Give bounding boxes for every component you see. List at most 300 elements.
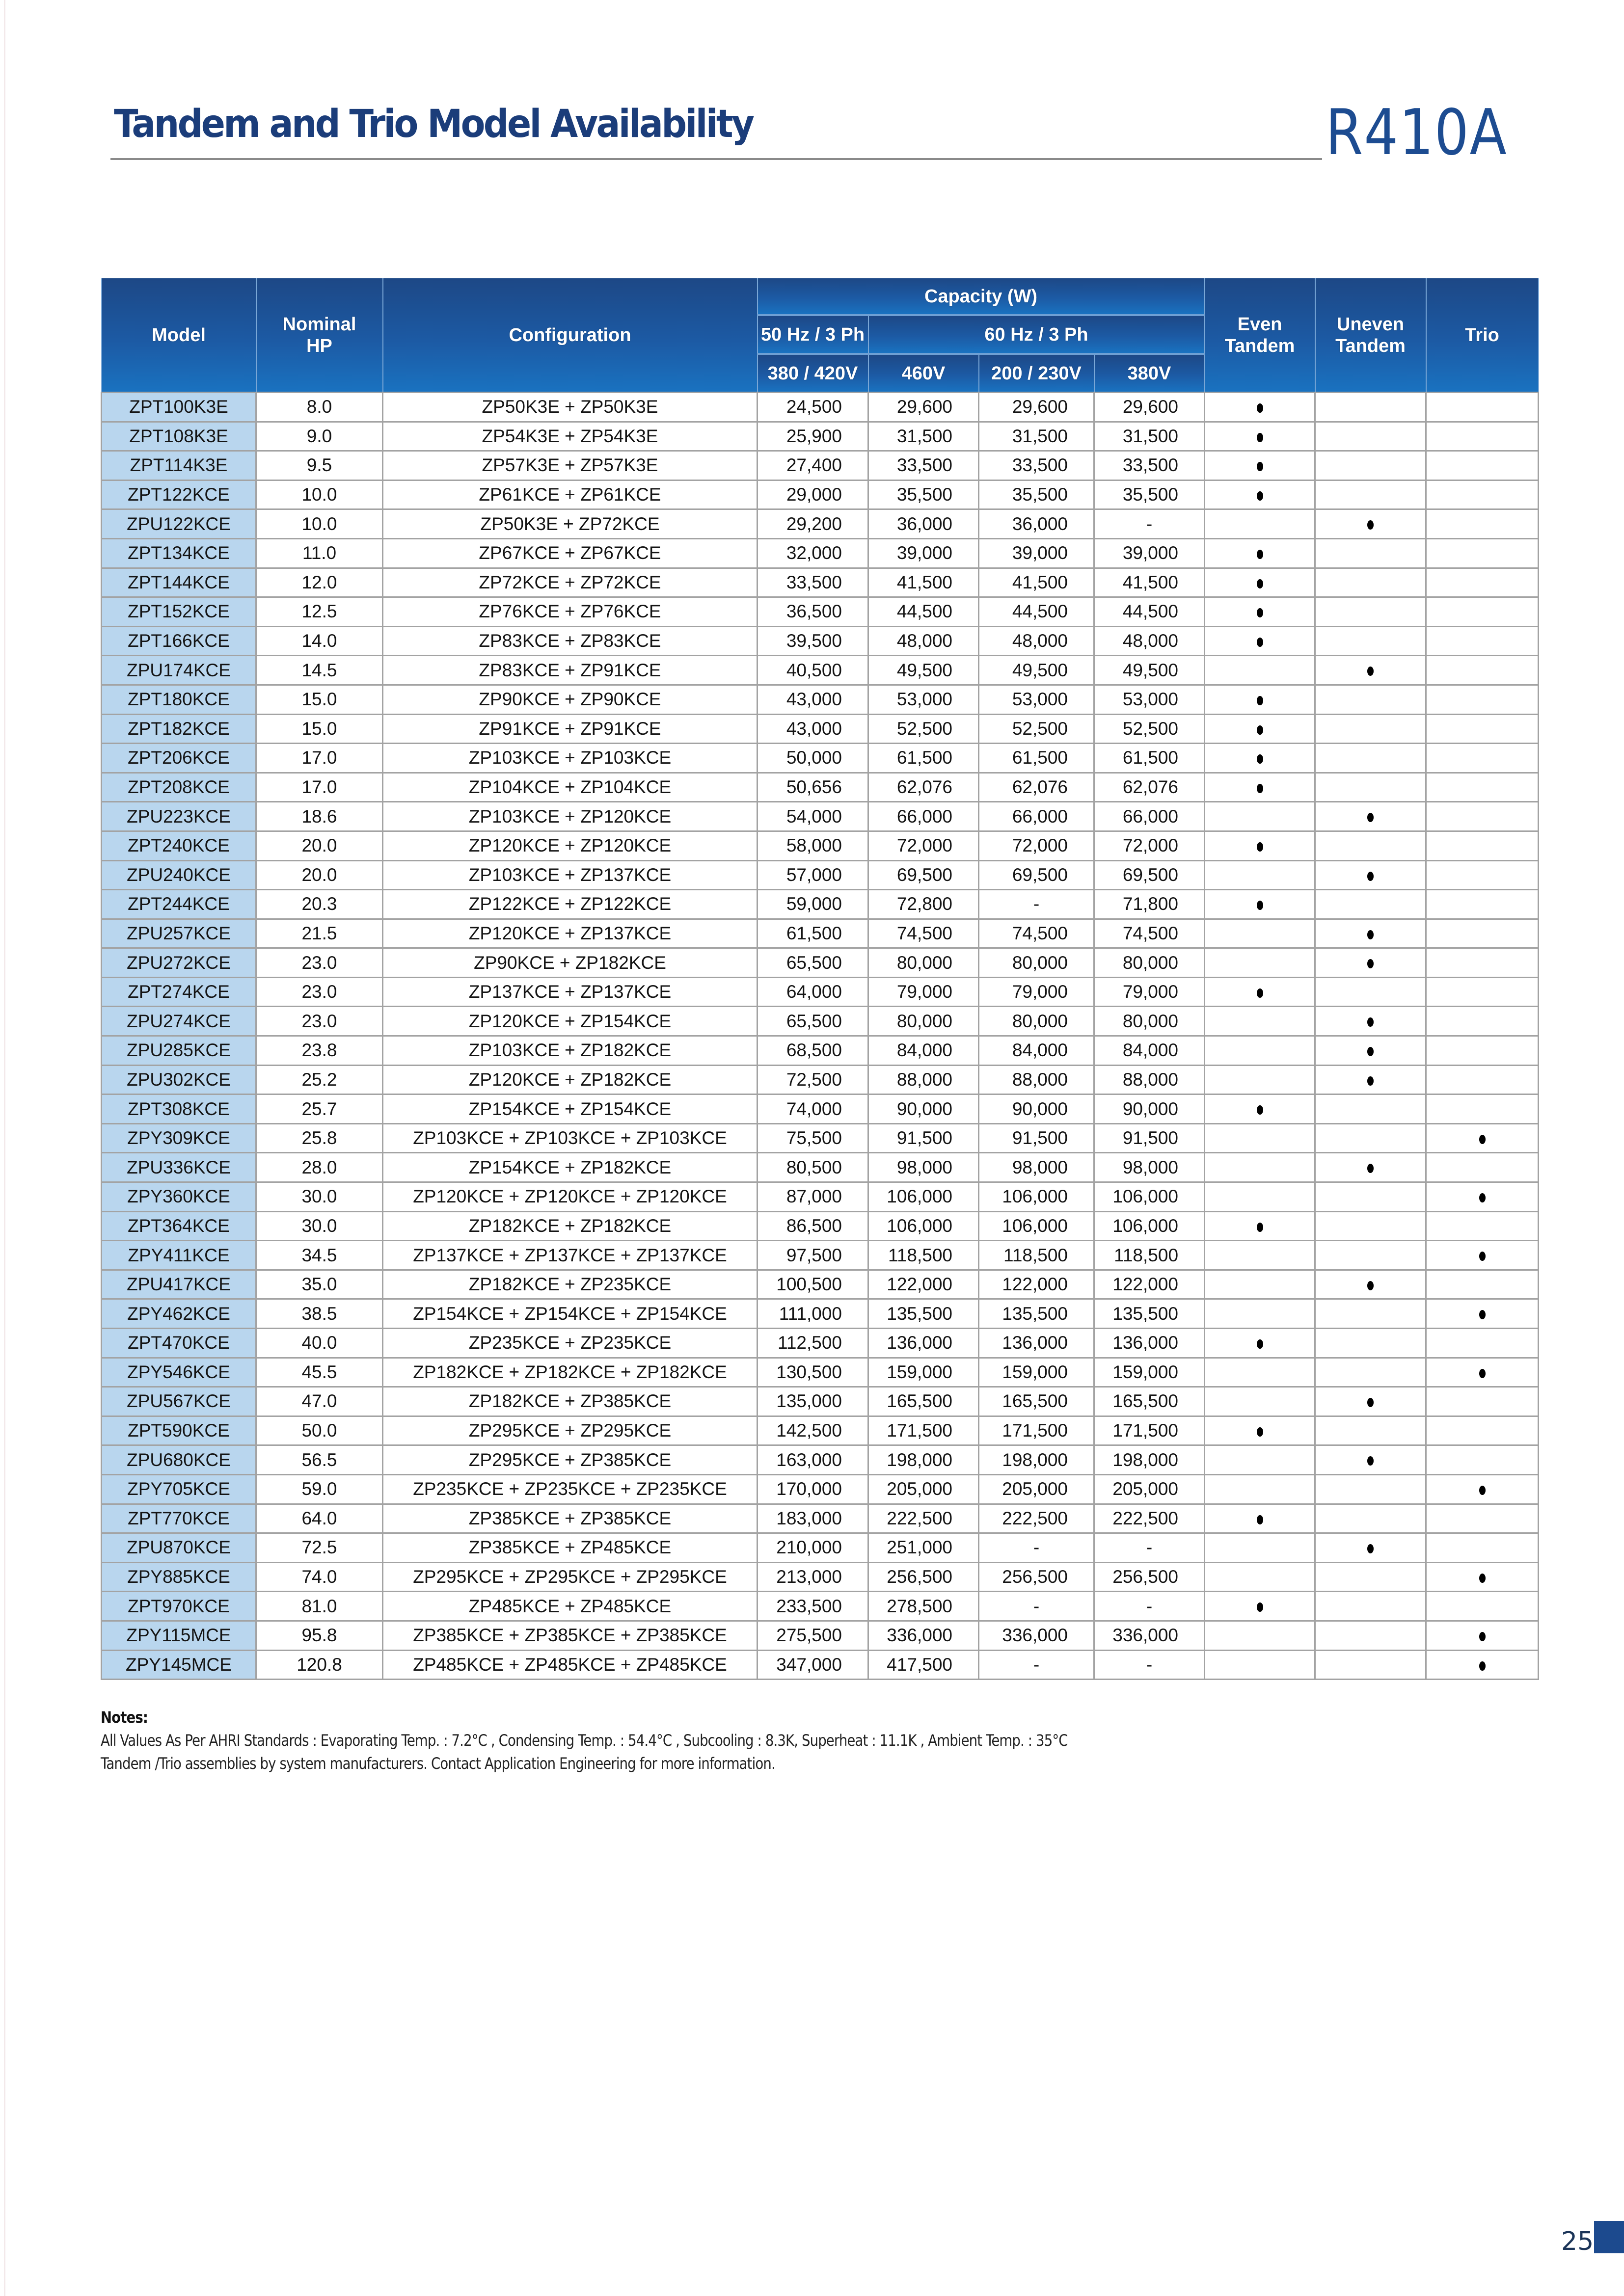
table-row: [102, 802, 1539, 831]
table-row: [102, 714, 1539, 744]
cell-capacity-60hz-460v: 48,000: [868, 626, 979, 656]
cell-capacity-60hz-460v: 69,500: [868, 860, 979, 890]
cell-capacity-60hz-200-230v: -: [979, 1592, 1094, 1621]
bullet-dot-icon: [1479, 1135, 1486, 1144]
cell-capacity-60hz-380v: 106,000: [1094, 1182, 1205, 1212]
table-row: [102, 831, 1539, 860]
bullet-dot-icon: [1367, 667, 1374, 676]
cell-capacity-60hz-460v: 222,500: [868, 1504, 979, 1533]
cell-model: ZPU336KCE: [102, 1153, 256, 1182]
cell-capacity-60hz-200-230v: 135,500: [979, 1299, 1094, 1329]
cell-capacity-60hz-380v: 171,500: [1094, 1416, 1205, 1445]
table-row: [102, 1562, 1539, 1592]
cell-even-tandem: [1205, 1241, 1315, 1270]
cell-capacity-60hz-460v: 35,500: [868, 480, 979, 509]
table-row: [102, 948, 1539, 978]
header-uneven-tandem: [1315, 278, 1426, 393]
cell-configuration: ZP103KCE + ZP120KCE: [383, 802, 758, 831]
cell-even-tandem: [1205, 1474, 1315, 1504]
cell-capacity-60hz-200-230v: 29,600: [979, 393, 1094, 422]
cell-capacity-50hz-380-420v: 24,500: [758, 393, 868, 422]
cell-even-tandem: [1205, 1036, 1315, 1066]
header-nominal-hp: [256, 278, 383, 393]
cell-capacity-60hz-200-230v: 159,000: [979, 1358, 1094, 1387]
header-capacity: Capacity (W): [758, 278, 1205, 315]
bullet-dot-icon: [1367, 1017, 1374, 1027]
table-row: [102, 568, 1539, 597]
cell-capacity-60hz-200-230v: 66,000: [979, 802, 1094, 831]
cell-capacity-60hz-380v: 71,800: [1094, 890, 1205, 919]
header-even-line2: Tandem: [1224, 335, 1295, 356]
bullet-dot-icon: [1257, 696, 1263, 705]
cell-model: ZPY705KCE: [102, 1474, 256, 1504]
bullet-dot-icon: [1367, 1164, 1374, 1173]
cell-uneven-tandem: [1315, 1007, 1426, 1036]
cell-even-tandem: [1205, 1299, 1315, 1329]
cell-capacity-60hz-460v: 118,500: [868, 1241, 979, 1270]
cell-capacity-60hz-380v: 336,000: [1094, 1621, 1205, 1650]
cell-trio: [1426, 744, 1539, 773]
cell-nominal-hp: 12.5: [256, 597, 383, 627]
cell-trio: [1426, 773, 1539, 802]
cell-capacity-60hz-460v: 80,000: [868, 1007, 979, 1036]
cell-configuration: ZP154KCE + ZP154KCE: [383, 1095, 758, 1124]
bullet-dot-icon: [1257, 1427, 1263, 1437]
cell-trio: [1426, 597, 1539, 627]
cell-even-tandem: [1205, 1182, 1315, 1212]
cell-capacity-50hz-380-420v: 210,000: [758, 1533, 868, 1563]
table-row: [102, 1504, 1539, 1533]
cell-model: ZPU285KCE: [102, 1036, 256, 1066]
cell-even-tandem: [1205, 714, 1315, 744]
cell-even-tandem: [1205, 1329, 1315, 1358]
cell-capacity-60hz-200-230v: 33,500: [979, 451, 1094, 481]
table-row: [102, 1182, 1539, 1212]
cell-capacity-60hz-460v: 52,500: [868, 714, 979, 744]
cell-capacity-60hz-380v: 41,500: [1094, 568, 1205, 597]
cell-capacity-60hz-380v: 136,000: [1094, 1329, 1205, 1358]
table-row: [102, 773, 1539, 802]
table-row: [102, 685, 1539, 714]
cell-model: ZPT108K3E: [102, 422, 256, 451]
cell-even-tandem: [1205, 919, 1315, 948]
cell-configuration: ZP67KCE + ZP67KCE: [383, 538, 758, 568]
cell-trio: [1426, 1153, 1539, 1182]
bullet-dot-icon: [1257, 842, 1263, 852]
cell-configuration: ZP72KCE + ZP72KCE: [383, 568, 758, 597]
cell-even-tandem: [1205, 509, 1315, 539]
cell-capacity-60hz-200-230v: 52,500: [979, 714, 1094, 744]
cell-uneven-tandem: [1315, 685, 1426, 714]
cell-uneven-tandem: [1315, 1153, 1426, 1182]
cell-trio: [1426, 1474, 1539, 1504]
cell-capacity-60hz-200-230v: 90,000: [979, 1095, 1094, 1124]
cell-capacity-50hz-380-420v: 86,500: [758, 1211, 868, 1241]
table-row: [102, 538, 1539, 568]
header-uneven-line2: Tandem: [1335, 335, 1406, 356]
cell-capacity-50hz-380-420v: 233,500: [758, 1592, 868, 1621]
cell-even-tandem: [1205, 1153, 1315, 1182]
page-title: Tandem and Trio Model Availability: [114, 102, 753, 146]
cell-uneven-tandem: [1315, 451, 1426, 481]
cell-capacity-60hz-460v: 36,000: [868, 509, 979, 539]
cell-capacity-50hz-380-420v: 275,500: [758, 1621, 868, 1650]
cell-trio: [1426, 1007, 1539, 1036]
cell-uneven-tandem: [1315, 1445, 1426, 1475]
cell-capacity-60hz-460v: 66,000: [868, 802, 979, 831]
header-even-line1: Even: [1237, 314, 1282, 335]
cell-capacity-60hz-380v: 79,000: [1094, 977, 1205, 1007]
cell-capacity-50hz-380-420v: 33,500: [758, 568, 868, 597]
cell-uneven-tandem: [1315, 1123, 1426, 1153]
bullet-dot-icon: [1257, 988, 1263, 998]
cell-model: ZPT166KCE: [102, 626, 256, 656]
cell-model: ZPT308KCE: [102, 1095, 256, 1124]
cell-nominal-hp: 35.0: [256, 1270, 383, 1299]
cell-uneven-tandem: [1315, 568, 1426, 597]
cell-model: ZPY546KCE: [102, 1358, 256, 1387]
cell-model: ZPT100K3E: [102, 393, 256, 422]
cell-capacity-60hz-380v: 256,500: [1094, 1562, 1205, 1592]
table-row: [102, 1036, 1539, 1066]
bullet-dot-icon: [1479, 1574, 1486, 1583]
cell-even-tandem: [1205, 656, 1315, 685]
bullet-dot-icon: [1479, 1310, 1486, 1319]
cell-configuration: ZP120KCE + ZP120KCE + ZP120KCE: [383, 1182, 758, 1212]
cell-trio: [1426, 1095, 1539, 1124]
cell-nominal-hp: 9.0: [256, 422, 383, 451]
cell-nominal-hp: 25.2: [256, 1065, 383, 1095]
cell-uneven-tandem: [1315, 538, 1426, 568]
cell-capacity-60hz-380v: 80,000: [1094, 948, 1205, 978]
cell-capacity-60hz-200-230v: 198,000: [979, 1445, 1094, 1475]
cell-capacity-60hz-200-230v: 48,000: [979, 626, 1094, 656]
bullet-dot-icon: [1367, 813, 1374, 822]
page-edge-line: [4, 0, 5, 2296]
cell-nominal-hp: 8.0: [256, 393, 383, 422]
cell-capacity-50hz-380-420v: 130,500: [758, 1358, 868, 1387]
cell-capacity-60hz-380v: 106,000: [1094, 1211, 1205, 1241]
cell-even-tandem: [1205, 1065, 1315, 1095]
cell-even-tandem: [1205, 860, 1315, 890]
cell-trio: [1426, 480, 1539, 509]
cell-configuration: ZP295KCE + ZP295KCE: [383, 1416, 758, 1445]
cell-configuration: ZP182KCE + ZP182KCE + ZP182KCE: [383, 1358, 758, 1387]
cell-trio: [1426, 890, 1539, 919]
cell-even-tandem: [1205, 393, 1315, 422]
cell-trio: [1426, 1270, 1539, 1299]
cell-capacity-50hz-380-420v: 75,500: [758, 1123, 868, 1153]
cell-capacity-60hz-380v: 53,000: [1094, 685, 1205, 714]
cell-nominal-hp: 17.0: [256, 773, 383, 802]
cell-capacity-50hz-380-420v: 61,500: [758, 919, 868, 948]
cell-uneven-tandem: [1315, 1621, 1426, 1650]
cell-capacity-60hz-200-230v: 36,000: [979, 509, 1094, 539]
cell-trio: [1426, 1036, 1539, 1066]
cell-capacity-60hz-200-230v: 171,500: [979, 1416, 1094, 1445]
cell-configuration: ZP120KCE + ZP120KCE: [383, 831, 758, 860]
cell-model: ZPY411KCE: [102, 1241, 256, 1270]
cell-uneven-tandem: [1315, 1416, 1426, 1445]
cell-uneven-tandem: [1315, 1562, 1426, 1592]
cell-configuration: ZP235KCE + ZP235KCE + ZP235KCE: [383, 1474, 758, 1504]
cell-even-tandem: [1205, 1533, 1315, 1563]
cell-configuration: ZP103KCE + ZP103KCE: [383, 744, 758, 773]
cell-capacity-60hz-380v: 98,000: [1094, 1153, 1205, 1182]
cell-configuration: ZP83KCE + ZP83KCE: [383, 626, 758, 656]
cell-capacity-50hz-380-420v: 213,000: [758, 1562, 868, 1592]
cell-capacity-50hz-380-420v: 59,000: [758, 890, 868, 919]
cell-uneven-tandem: [1315, 1036, 1426, 1066]
cell-configuration: ZP83KCE + ZP91KCE: [383, 656, 758, 685]
table-row: [102, 890, 1539, 919]
cell-trio: [1426, 1299, 1539, 1329]
cell-capacity-60hz-380v: 66,000: [1094, 802, 1205, 831]
bullet-dot-icon: [1257, 550, 1263, 559]
cell-uneven-tandem: [1315, 1504, 1426, 1533]
cell-even-tandem: [1205, 1445, 1315, 1475]
bullet-dot-icon: [1367, 1544, 1374, 1553]
cell-even-tandem: [1205, 480, 1315, 509]
cell-nominal-hp: 10.0: [256, 509, 383, 539]
cell-capacity-50hz-380-420v: 50,656: [758, 773, 868, 802]
bullet-dot-icon: [1367, 1398, 1374, 1407]
table-row: [102, 1007, 1539, 1036]
bullet-dot-icon: [1257, 784, 1263, 793]
bullet-dot-icon: [1479, 1252, 1486, 1261]
cell-even-tandem: [1205, 948, 1315, 978]
cell-nominal-hp: 15.0: [256, 714, 383, 744]
cell-capacity-60hz-200-230v: 106,000: [979, 1182, 1094, 1212]
bullet-dot-icon: [1257, 1602, 1263, 1612]
cell-configuration: ZP122KCE + ZP122KCE: [383, 890, 758, 919]
cell-configuration: ZP104KCE + ZP104KCE: [383, 773, 758, 802]
bullet-dot-icon: [1367, 930, 1374, 939]
table-row: [102, 860, 1539, 890]
table-row: [102, 1241, 1539, 1270]
cell-trio: [1426, 626, 1539, 656]
cell-capacity-60hz-380v: 69,500: [1094, 860, 1205, 890]
bullet-dot-icon: [1479, 1369, 1486, 1378]
cell-capacity-60hz-460v: 198,000: [868, 1445, 979, 1475]
cell-capacity-60hz-460v: 171,500: [868, 1416, 979, 1445]
cell-uneven-tandem: [1315, 1329, 1426, 1358]
cell-model: ZPT182KCE: [102, 714, 256, 744]
cell-model: ZPY462KCE: [102, 1299, 256, 1329]
cell-capacity-60hz-200-230v: 136,000: [979, 1329, 1094, 1358]
cell-nominal-hp: 25.7: [256, 1095, 383, 1124]
cell-model: ZPU257KCE: [102, 919, 256, 948]
bullet-dot-icon: [1257, 1339, 1263, 1349]
cell-model: ZPU417KCE: [102, 1270, 256, 1299]
cell-uneven-tandem: [1315, 948, 1426, 978]
cell-model: ZPT244KCE: [102, 890, 256, 919]
page-tab-marker: [1594, 2221, 1624, 2253]
cell-uneven-tandem: [1315, 919, 1426, 948]
cell-capacity-60hz-200-230v: 49,500: [979, 656, 1094, 685]
cell-nominal-hp: 72.5: [256, 1533, 383, 1563]
bullet-dot-icon: [1367, 1456, 1374, 1466]
cell-capacity-60hz-460v: 90,000: [868, 1095, 979, 1124]
cell-configuration: ZP485KCE + ZP485KCE: [383, 1592, 758, 1621]
cell-configuration: ZP61KCE + ZP61KCE: [383, 480, 758, 509]
cell-trio: [1426, 1241, 1539, 1270]
cell-model: ZPT114K3E: [102, 451, 256, 481]
cell-configuration: ZP57K3E + ZP57K3E: [383, 451, 758, 481]
cell-capacity-50hz-380-420v: 135,000: [758, 1387, 868, 1416]
cell-capacity-50hz-380-420v: 43,000: [758, 714, 868, 744]
table-row: [102, 1270, 1539, 1299]
table-row: [102, 977, 1539, 1007]
cell-configuration: ZP154KCE + ZP182KCE: [383, 1153, 758, 1182]
cell-capacity-60hz-380v: 165,500: [1094, 1387, 1205, 1416]
bullet-dot-icon: [1257, 638, 1263, 647]
cell-even-tandem: [1205, 1007, 1315, 1036]
table-body: [102, 393, 1539, 1680]
cell-capacity-50hz-380-420v: 29,200: [758, 509, 868, 539]
cell-capacity-60hz-460v: 122,000: [868, 1270, 979, 1299]
cell-capacity-60hz-460v: 61,500: [868, 744, 979, 773]
cell-capacity-50hz-380-420v: 54,000: [758, 802, 868, 831]
cell-model: ZPT590KCE: [102, 1416, 256, 1445]
cell-capacity-50hz-380-420v: 43,000: [758, 685, 868, 714]
cell-capacity-60hz-380v: 31,500: [1094, 422, 1205, 451]
header-model: Model: [102, 278, 256, 393]
cell-capacity-60hz-200-230v: 35,500: [979, 480, 1094, 509]
cell-capacity-60hz-200-230v: 44,500: [979, 597, 1094, 627]
cell-nominal-hp: 25.8: [256, 1123, 383, 1153]
table-row: [102, 1299, 1539, 1329]
bullet-dot-icon: [1367, 872, 1374, 881]
cell-nominal-hp: 10.0: [256, 480, 383, 509]
cell-capacity-60hz-200-230v: 39,000: [979, 538, 1094, 568]
cell-configuration: ZP120KCE + ZP137KCE: [383, 919, 758, 948]
cell-capacity-60hz-460v: 165,500: [868, 1387, 979, 1416]
cell-uneven-tandem: [1315, 977, 1426, 1007]
cell-capacity-60hz-460v: 135,500: [868, 1299, 979, 1329]
cell-capacity-50hz-380-420v: 58,000: [758, 831, 868, 860]
cell-nominal-hp: 23.8: [256, 1036, 383, 1066]
cell-uneven-tandem: [1315, 744, 1426, 773]
cell-capacity-50hz-380-420v: 111,000: [758, 1299, 868, 1329]
cell-capacity-60hz-380v: 62,076: [1094, 773, 1205, 802]
cell-capacity-50hz-380-420v: 170,000: [758, 1474, 868, 1504]
cell-capacity-50hz-380-420v: 87,000: [758, 1182, 868, 1212]
cell-configuration: ZP103KCE + ZP137KCE: [383, 860, 758, 890]
table-row: [102, 393, 1539, 422]
cell-even-tandem: [1205, 597, 1315, 627]
cell-uneven-tandem: [1315, 1270, 1426, 1299]
notes-title: Notes:: [101, 1708, 148, 1727]
cell-capacity-60hz-200-230v: 74,500: [979, 919, 1094, 948]
table-row: [102, 1329, 1539, 1358]
cell-nominal-hp: 11.0: [256, 538, 383, 568]
cell-capacity-60hz-200-230v: 80,000: [979, 1007, 1094, 1036]
cell-trio: [1426, 451, 1539, 481]
cell-capacity-60hz-460v: 53,000: [868, 685, 979, 714]
cell-capacity-50hz-380-420v: 142,500: [758, 1416, 868, 1445]
cell-capacity-60hz-460v: 136,000: [868, 1329, 979, 1358]
cell-even-tandem: [1205, 1211, 1315, 1241]
cell-capacity-60hz-460v: 106,000: [868, 1182, 979, 1212]
cell-even-tandem: [1205, 831, 1315, 860]
bullet-dot-icon: [1257, 901, 1263, 910]
cell-capacity-60hz-200-230v: 72,000: [979, 831, 1094, 860]
cell-configuration: ZP103KCE + ZP103KCE + ZP103KCE: [383, 1123, 758, 1153]
cell-capacity-60hz-380v: 118,500: [1094, 1241, 1205, 1270]
cell-nominal-hp: 81.0: [256, 1592, 383, 1621]
table-row: [102, 656, 1539, 685]
cell-trio: [1426, 714, 1539, 744]
cell-trio: [1426, 568, 1539, 597]
cell-capacity-60hz-460v: 41,500: [868, 568, 979, 597]
cell-capacity-60hz-460v: 91,500: [868, 1123, 979, 1153]
cell-capacity-60hz-200-230v: 106,000: [979, 1211, 1094, 1241]
cell-even-tandem: [1205, 685, 1315, 714]
bullet-dot-icon: [1367, 520, 1374, 530]
table-row: [102, 1533, 1539, 1563]
cell-trio: [1426, 1387, 1539, 1416]
cell-nominal-hp: 120.8: [256, 1650, 383, 1680]
cell-capacity-60hz-380v: -: [1094, 509, 1205, 539]
cell-nominal-hp: 18.6: [256, 802, 383, 831]
header-nominal-hp-line2: HP: [306, 335, 332, 356]
cell-trio: [1426, 1123, 1539, 1153]
cell-nominal-hp: 14.5: [256, 656, 383, 685]
cell-capacity-60hz-200-230v: 41,500: [979, 568, 1094, 597]
cell-capacity-60hz-460v: 39,000: [868, 538, 979, 568]
cell-configuration: ZP385KCE + ZP385KCE + ZP385KCE: [383, 1621, 758, 1650]
cell-even-tandem: [1205, 1358, 1315, 1387]
bullet-dot-icon: [1257, 1223, 1263, 1232]
cell-model: ZPT152KCE: [102, 597, 256, 627]
cell-capacity-60hz-200-230v: 205,000: [979, 1474, 1094, 1504]
header-configuration: Configuration: [383, 278, 758, 393]
cell-nominal-hp: 34.5: [256, 1241, 383, 1270]
cell-trio: [1426, 422, 1539, 451]
cell-configuration: ZP76KCE + ZP76KCE: [383, 597, 758, 627]
cell-even-tandem: [1205, 1387, 1315, 1416]
cell-capacity-60hz-460v: 205,000: [868, 1474, 979, 1504]
bullet-dot-icon: [1479, 1193, 1486, 1202]
cell-configuration: ZP50K3E + ZP50K3E: [383, 393, 758, 422]
cell-trio: [1426, 1504, 1539, 1533]
table-row: [102, 626, 1539, 656]
cell-capacity-60hz-200-230v: 91,500: [979, 1123, 1094, 1153]
cell-even-tandem: [1205, 422, 1315, 451]
cell-even-tandem: [1205, 1592, 1315, 1621]
header-uneven-line1: Uneven: [1336, 314, 1405, 335]
cell-model: ZPY115MCE: [102, 1621, 256, 1650]
cell-model: ZPU223KCE: [102, 802, 256, 831]
cell-uneven-tandem: [1315, 1182, 1426, 1212]
cell-capacity-60hz-460v: 44,500: [868, 597, 979, 627]
cell-uneven-tandem: [1315, 480, 1426, 509]
cell-trio: [1426, 802, 1539, 831]
cell-configuration: ZP54K3E + ZP54K3E: [383, 422, 758, 451]
cell-model: ZPU272KCE: [102, 948, 256, 978]
cell-capacity-50hz-380-420v: 65,500: [758, 948, 868, 978]
cell-model: ZPU870KCE: [102, 1533, 256, 1563]
cell-model: ZPU240KCE: [102, 860, 256, 890]
cell-capacity-60hz-380v: 88,000: [1094, 1065, 1205, 1095]
cell-capacity-60hz-460v: 336,000: [868, 1621, 979, 1650]
bullet-dot-icon: [1257, 579, 1263, 588]
cell-capacity-50hz-380-420v: 65,500: [758, 1007, 868, 1036]
cell-trio: [1426, 1621, 1539, 1650]
cell-uneven-tandem: [1315, 597, 1426, 627]
cell-even-tandem: [1205, 1562, 1315, 1592]
